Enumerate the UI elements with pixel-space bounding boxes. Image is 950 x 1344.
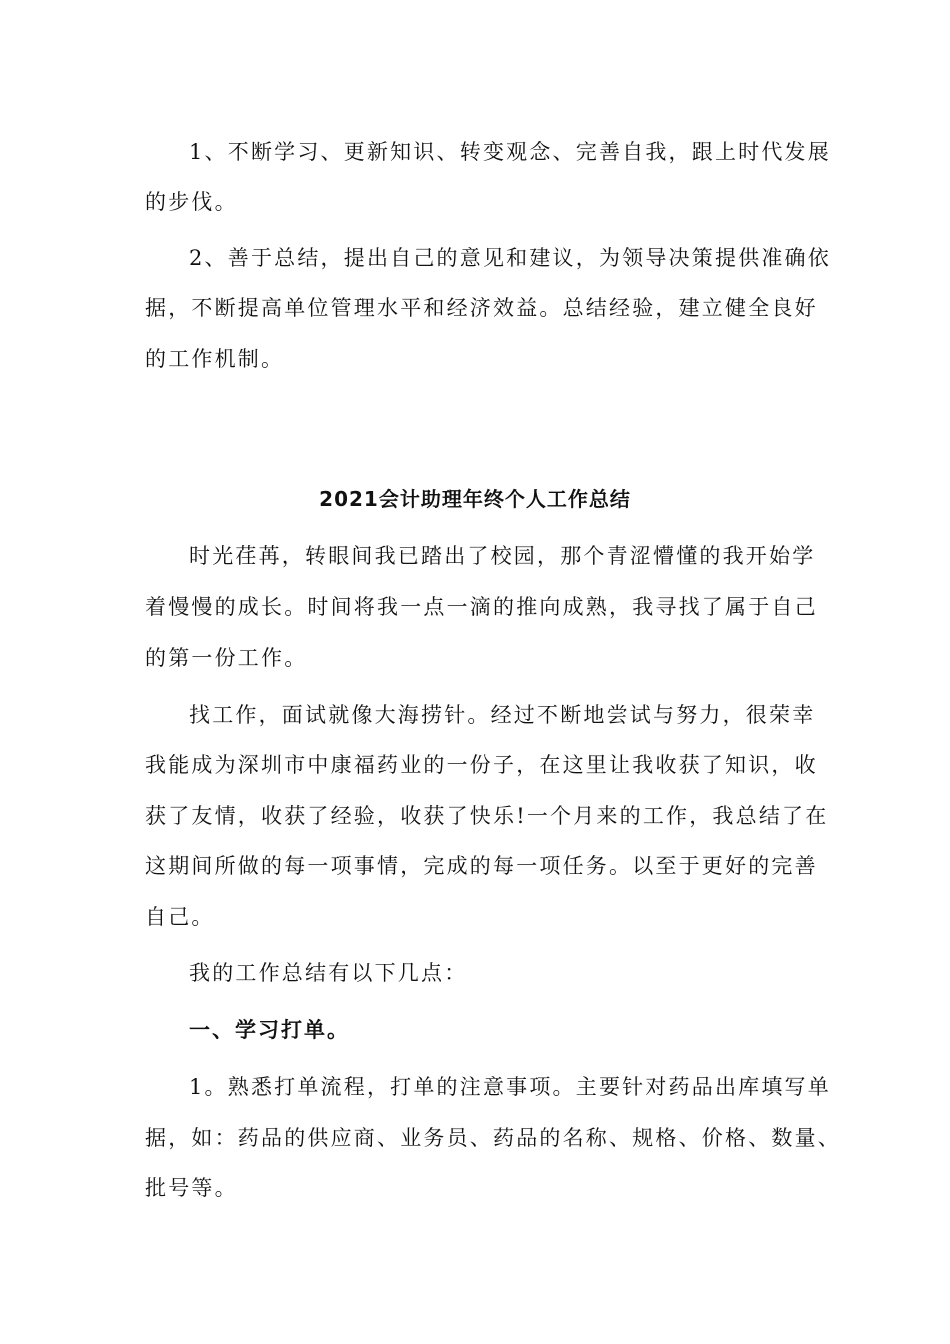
paragraph-line: 据，如：药品的供应商、业务员、药品的名称、规格、价格、数量、 (145, 1126, 841, 1150)
paragraph-line: 着慢慢的成长。时间将我一点一滴的推向成熟，我寻找了属于自己 (145, 595, 818, 619)
paragraph-line: 我的工作总结有以下几点： (189, 961, 468, 985)
paragraph-line: 这期间所做的每一项事情，完成的每一项任务。以至于更好的完善 (145, 854, 818, 878)
paragraph-line: 找工作，面试就像大海捞针。经过不断地尝试与努力，很荣幸 (189, 703, 816, 727)
paragraph-line: 时光荏苒，转眼间我已踏出了校园，那个青涩懵懂的我开始学 (189, 544, 816, 568)
paragraph-line: 据，不断提高单位管理水平和经济效益。总结经验，建立健全良好 (145, 296, 818, 320)
paragraph-line: 的第一份工作。 (145, 646, 308, 670)
paragraph-line: 1、不断学习、更新知识、转变观念、完善自我，跟上时代发展 (189, 140, 831, 164)
paragraph-line: 的工作机制。 (145, 347, 285, 371)
paragraph-line: 批号等。 (145, 1176, 238, 1200)
paragraph-line: 2、善于总结，提出自己的意见和建议，为领导决策提供准确依 (189, 246, 831, 270)
article-title: 2021会计助理年终个人工作总结 (319, 487, 631, 511)
section-heading: 一、学习打单。 (189, 1018, 350, 1042)
paragraph-line: 1。熟悉打单流程，打单的注意事项。主要针对药品出库填写单 (189, 1075, 831, 1099)
paragraph-line: 我能成为深圳市中康福药业的一份子，在这里让我收获了知识，收 (145, 753, 818, 777)
paragraph-line: 自己。 (145, 905, 215, 929)
paragraph-line: 的步伐。 (145, 190, 238, 214)
paragraph-line: 获了友情，收获了经验，收获了快乐!一个月来的工作，我总结了在 (145, 804, 829, 828)
